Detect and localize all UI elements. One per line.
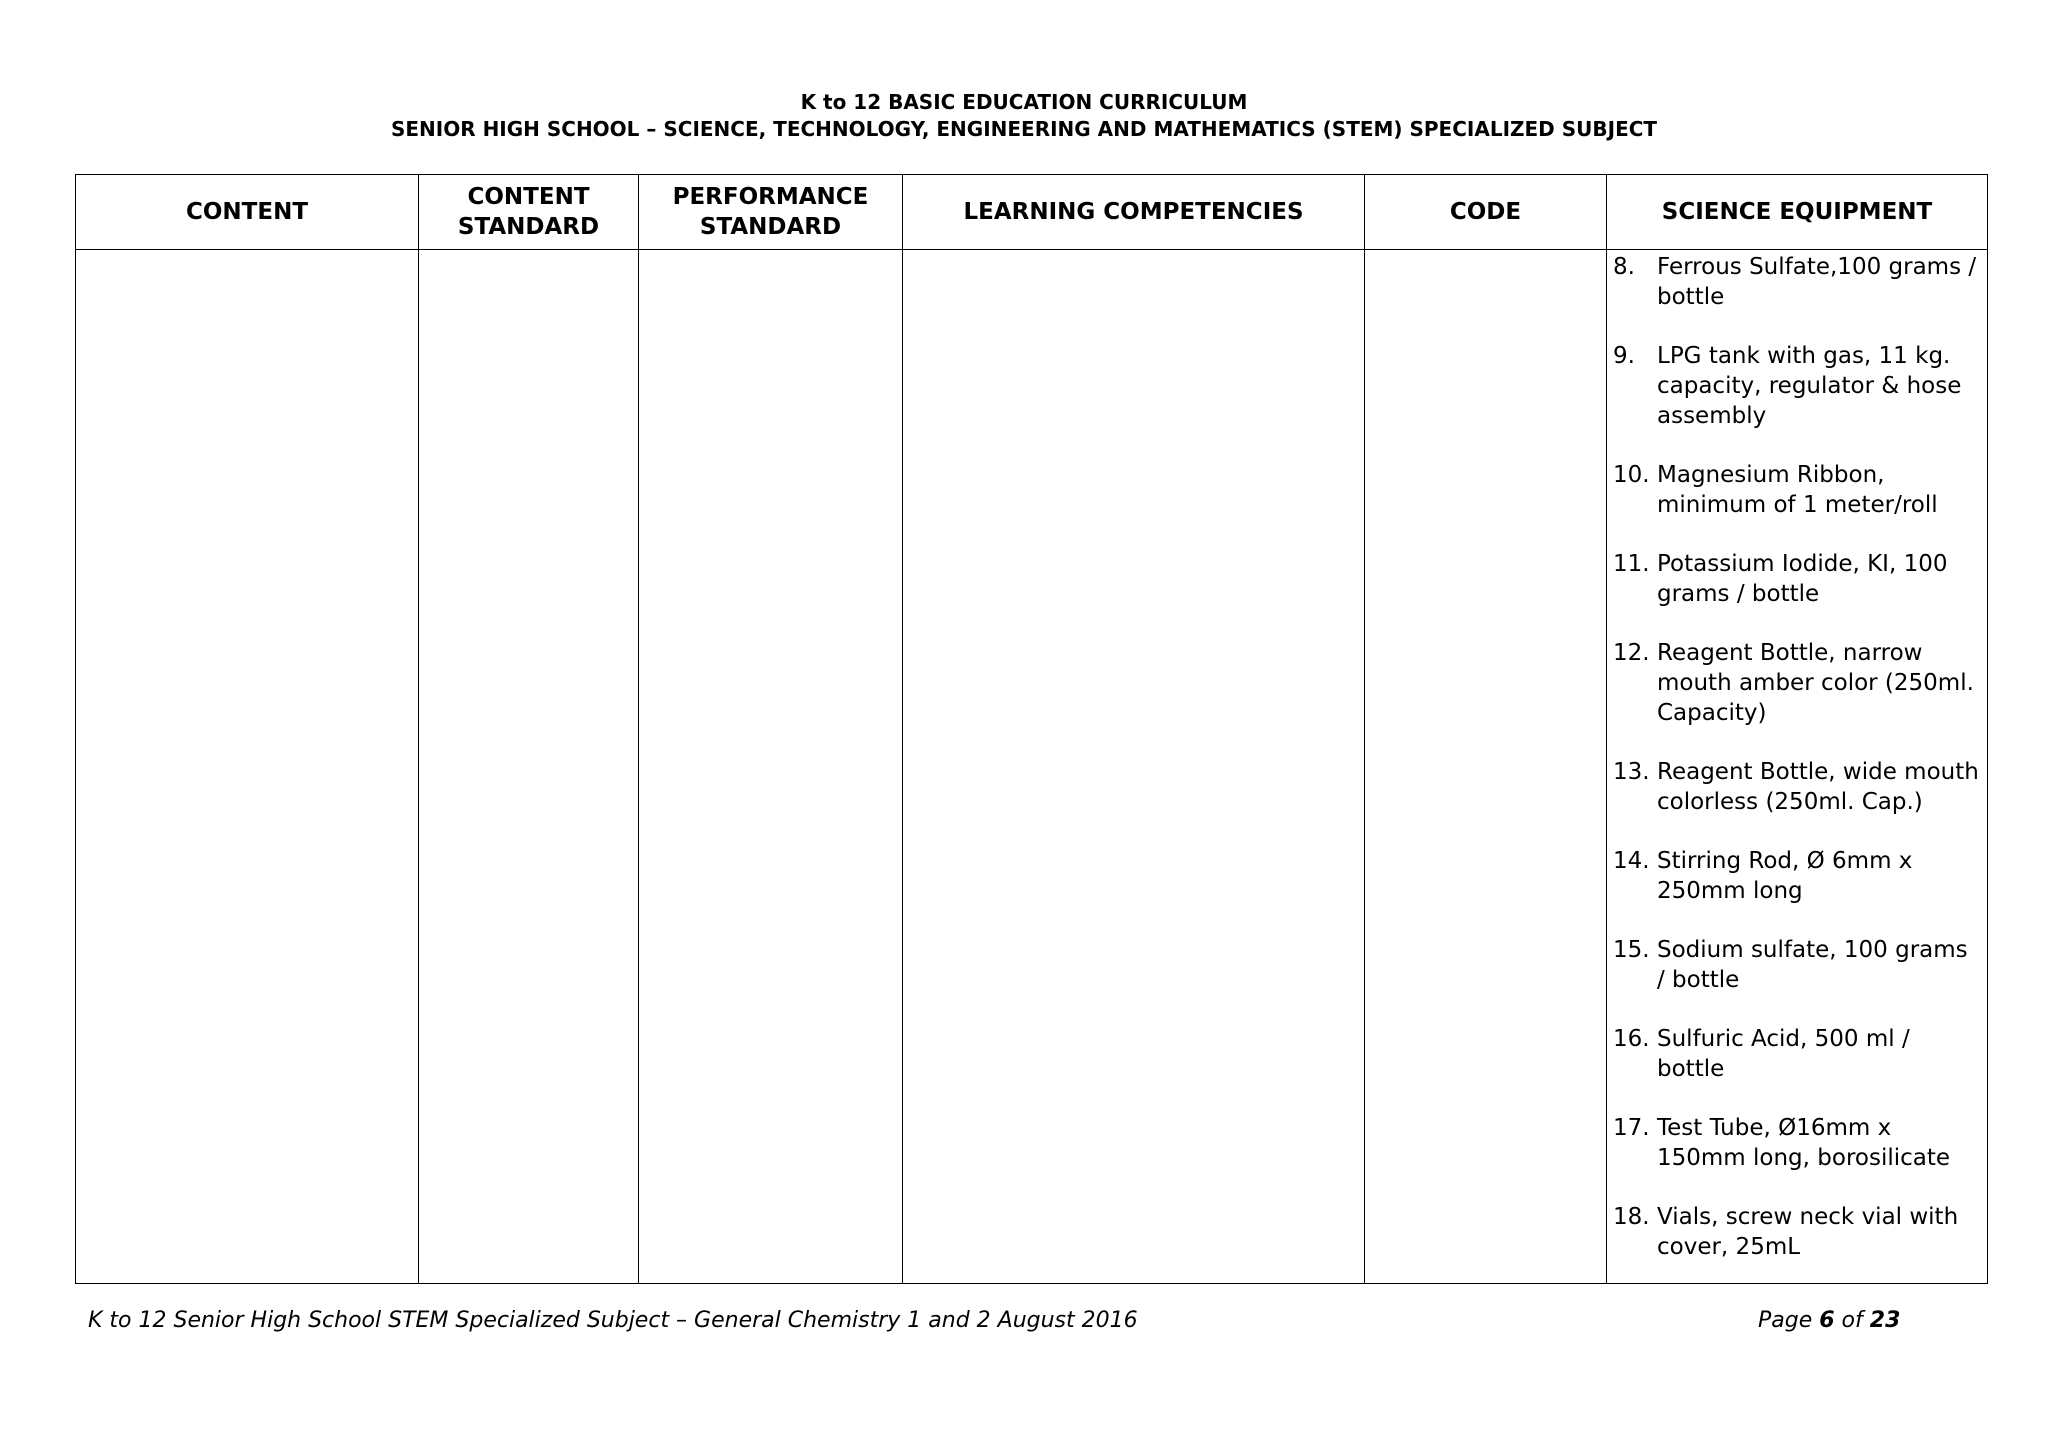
list-item-text: Magnesium Ribbon, minimum of 1 meter/roll — [1657, 462, 1938, 518]
list-item — [1607, 1202, 1987, 1262]
table-header-row — [76, 175, 1988, 250]
list-item — [1607, 252, 1987, 312]
list-item-number: 14. — [1613, 848, 1650, 874]
list-item — [1607, 341, 1987, 431]
list-item — [1607, 1113, 1987, 1173]
list-item-text: Vials, screw neck vial with cover, 25mL — [1657, 1204, 1959, 1260]
list-item-number: 11. — [1613, 551, 1650, 577]
list-item-number: 16. — [1613, 1026, 1650, 1052]
list-item-number: 8. — [1613, 254, 1635, 280]
list-item-text: Reagent Bottle, narrow mouth amber color (250ml. Capacity) — [1657, 640, 1974, 726]
list-item — [1607, 638, 1987, 728]
list-item-text: Test Tube, Ø16mm x 150mm long, borosilicate — [1657, 1115, 1951, 1171]
current-page: 6 — [1819, 1308, 1835, 1333]
list-item — [1607, 460, 1987, 520]
list-item-number: 15. — [1613, 937, 1650, 963]
footer-page-number: Page 6 of 23 — [1758, 1308, 1901, 1333]
list-item-text: Stirring Rod, Ø 6mm x 250mm long — [1657, 848, 1913, 904]
list-item-text: Sodium sulfate, 100 grams / bottle — [1657, 937, 1968, 993]
list-item-number: 18. — [1613, 1204, 1650, 1230]
list-item-text: Reagent Bottle, wide mouth colorless (250ml. Cap.) — [1657, 759, 1979, 815]
total-pages: 23 — [1869, 1308, 1901, 1333]
curriculum-table — [75, 174, 1988, 1284]
cell-science-equipment — [1607, 250, 1988, 1284]
header-subtitle: SENIOR HIGH SCHOOL – SCIENCE, TECHNOLOGY, ENGINEERING AND MATHEMATICS (STEM) SPECIALIZED SUBJECT — [390, 117, 1658, 141]
list-item-text: Ferrous Sulfate,100 grams / bottle — [1657, 254, 1977, 310]
list-item-number: 17. — [1613, 1115, 1650, 1141]
cell-content-standard — [419, 250, 639, 1284]
list-item — [1607, 846, 1987, 906]
list-item-number: 9. — [1613, 343, 1635, 369]
list-item — [1607, 757, 1987, 817]
col-header-learning-competencies: LEARNING COMPETENCIES — [903, 175, 1365, 250]
cell-code — [1365, 250, 1607, 1284]
table-row — [76, 250, 1988, 1284]
cell-content — [76, 250, 419, 1284]
cell-learning-competencies — [903, 250, 1365, 1284]
footer-document-title: K to 12 Senior High School STEM Specialized Subject – General Chemistry 1 and 2 August 2016 — [88, 1308, 1138, 1333]
list-item-number: 10. — [1613, 462, 1650, 488]
col-header-performance-standard: PERFORMANCE STANDARD — [639, 175, 903, 250]
list-item — [1607, 1024, 1987, 1084]
list-item — [1607, 935, 1987, 995]
list-item-text: Potassium Iodide, KI, 100 grams / bottle — [1657, 551, 1948, 607]
equipment-list — [1607, 252, 1987, 1283]
cell-performance-standard — [639, 250, 903, 1284]
col-header-code: CODE — [1365, 175, 1607, 250]
list-item-text: LPG tank with gas, 11 kg. capacity, regulator & hose assembly — [1657, 343, 1962, 429]
list-item-text: Sulfuric Acid, 500 ml / bottle — [1657, 1026, 1910, 1082]
col-header-content: CONTENT — [76, 175, 419, 250]
list-item-number: 12. — [1613, 640, 1650, 666]
col-header-science-equipment: SCIENCE EQUIPMENT — [1607, 175, 1988, 250]
col-header-content-standard: CONTENT STANDARD — [419, 175, 639, 250]
header-title: K to 12 BASIC EDUCATION CURRICULUM — [800, 90, 1248, 114]
list-item-number: 13. — [1613, 759, 1650, 785]
list-item — [1607, 549, 1987, 609]
